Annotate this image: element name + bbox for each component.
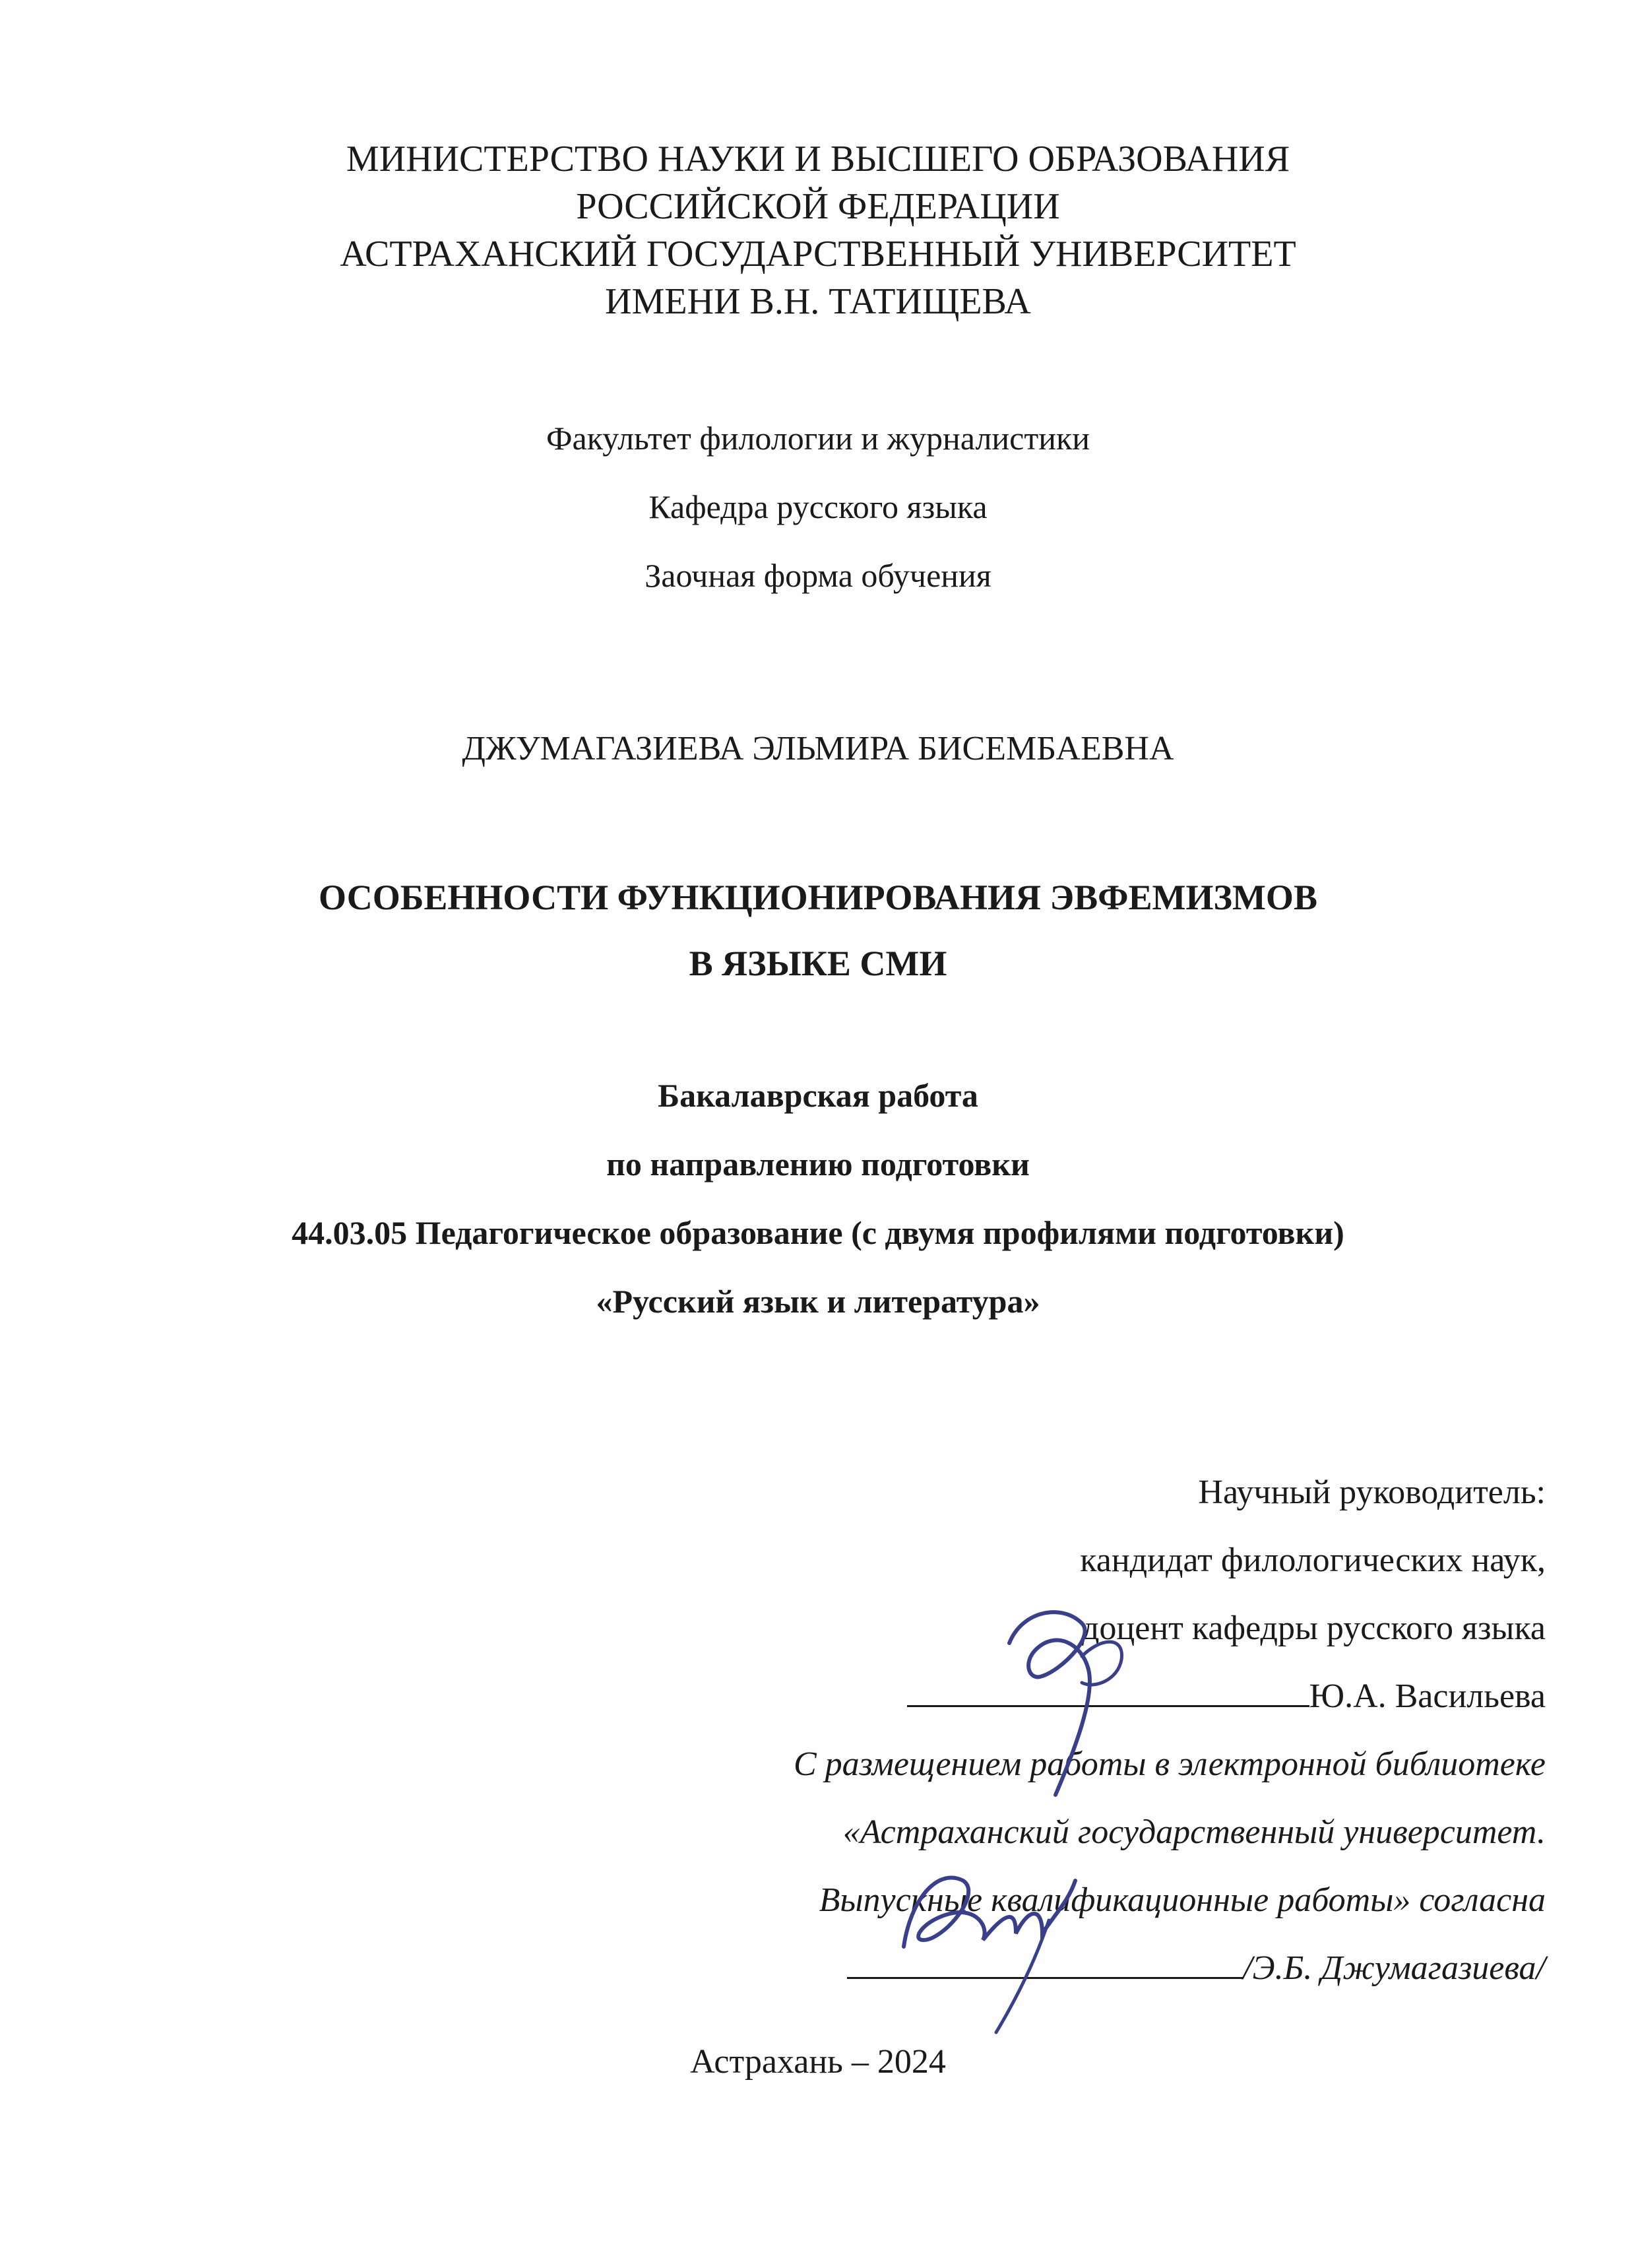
supervisor-name: Ю.А. Васильева [1309,1677,1546,1715]
supervisor-degree: кандидат филологических наук, [1080,1541,1546,1579]
signature-underline [907,1669,1309,1707]
ministry-header [0,135,1636,325]
header-line: МИНИСТЕРСТВО НАУКИ И ВЫСШЕГО ОБРАЗОВАНИЯ [346,139,1290,179]
supervisor-position: доцент кафедры русского языка [1081,1609,1546,1647]
supervisor-label: Научный руководитель: [1198,1474,1546,1511]
author-signature-line [490,1934,1546,2002]
supervisor-signature-line [490,1662,1546,1730]
signature-underline [847,1941,1243,1979]
direction: 44.03.05 Педагогическое образование (с двумя профилями подготовки) [292,1214,1344,1251]
thesis-title-line: В ЯЗЫКЕ СМИ [689,944,947,983]
consent-line: С размещением работы в электронной библиотеке [793,1745,1546,1783]
study-form: Заочная форма обучения [645,557,991,594]
consent-line: «Астраханский государственный университет. [842,1813,1546,1851]
header-line: РОССИЙСКОЙ ФЕДЕРАЦИИ [576,186,1060,227]
work-type: Бакалаврская работа [658,1077,978,1114]
profile: «Русский язык и литература» [596,1283,1040,1320]
faculty-name: Факультет филологии и журналистики [546,420,1090,457]
author-name: ДЖУМАГАЗИЕВА ЭЛЬМИРА БИСЕМБАЕВНА [462,730,1174,767]
work-info [0,1061,1636,1336]
thesis-title [0,864,1636,996]
consent-line: Выпускные квалификационные работы» согласна [819,1881,1546,1919]
header-line: ИМЕНИ В.Н. ТАТИЩЕВА [605,281,1031,322]
direction-label: по направлению подготовки [606,1146,1030,1183]
department-name: Кафедра русского языка [648,488,988,525]
faculty-block [0,404,1636,610]
supervisor-block [490,1458,1546,2002]
author-signature-name: /Э.Б. Джумагазиева/ [1243,1949,1546,1987]
city-year: Астрахань – 2024 [690,2043,946,2081]
header-line: АСТРАХАНСКИЙ ГОСУДАРСТВЕННЫЙ УНИВЕРСИТЕТ [340,234,1296,275]
thesis-title-line: ОСОБЕННОСТИ ФУНКЦИОНИРОВАНИЯ ЭВФЕМИЗМОВ [319,878,1317,917]
